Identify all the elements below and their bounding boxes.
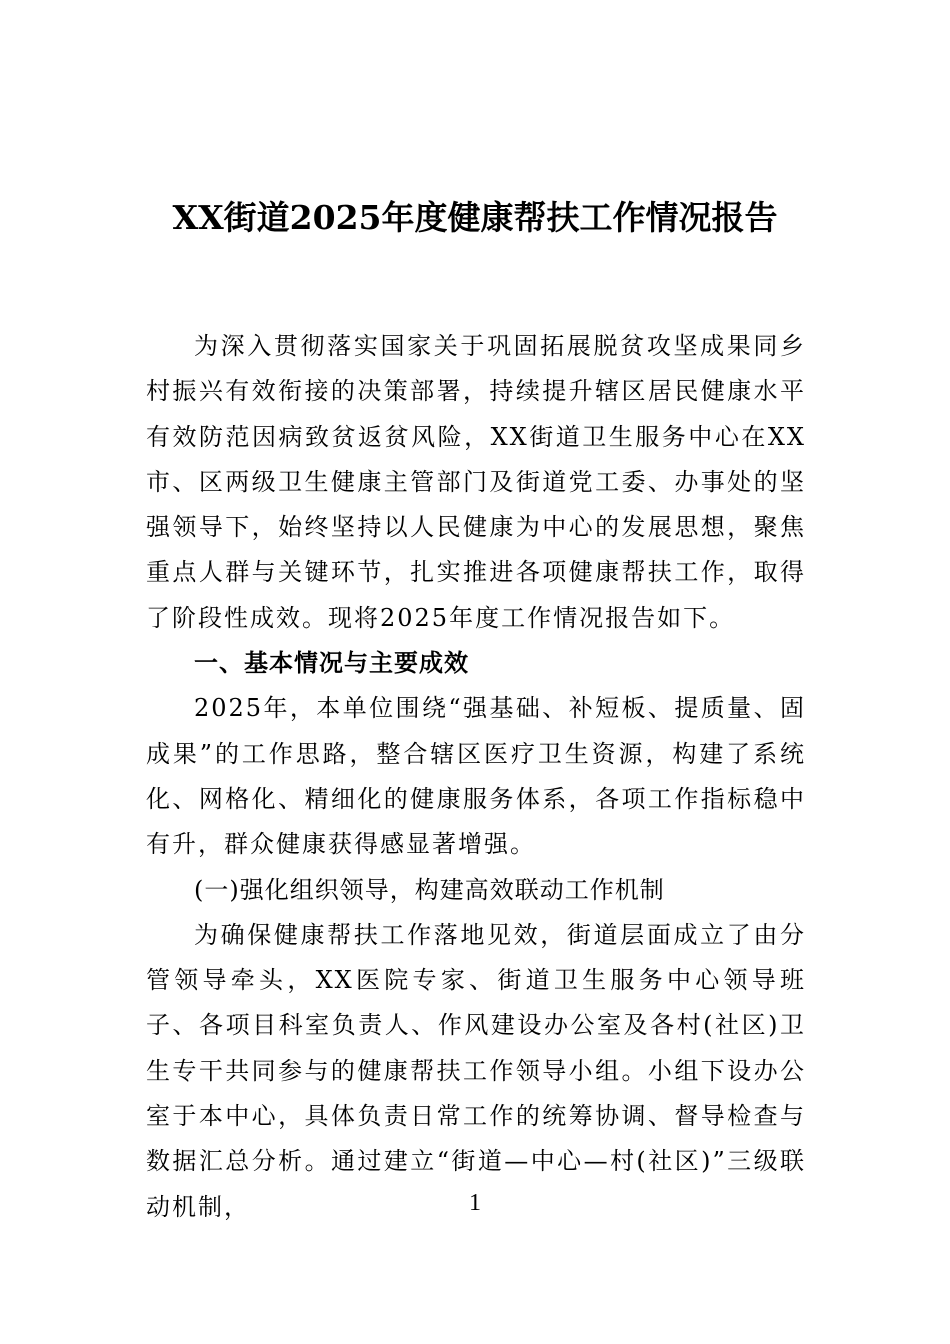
page-number: 1: [469, 1190, 481, 1216]
document-title: XX街道2025年度健康帮扶工作情况报告: [172, 198, 778, 237]
subsection-heading: (一)强化组织领导，构建高效联动工作机制: [194, 875, 665, 904]
subsection-paragraph: 为确保健康帮扶工作落地见效，街道层面成立了由分管领导牵头，XX医院专家、街道卫生服务中心领导班子、各项目科室负责人、作风建设办公室及各村(社区)卫生专干共同参与的健康帮扶工作领导小组。小组下设办公室于本中心，具体负责日常工作的统筹协调、督导检查与数据汇总分析。通过建立“街道—中心—村(社区)”三级联动机制，: [146, 920, 806, 1221]
document-body: [146, 324, 806, 1230]
section-paragraph: 2025年，本单位围绕“强基础、补短板、提质量、固成果”的工作思路，整合辖区医疗卫生资源，构建了系统化、网格化、精细化的健康服务体系，各项工作指标稳中有升，群众健康获得感显著增强。: [146, 694, 806, 859]
section-heading: 一、基本情况与主要成效: [194, 649, 469, 678]
intro-paragraph: 为深入贯彻落实国家关于巩固拓展脱贫攻坚成果同乡村振兴有效衔接的决策部署，持续提升辖区居民健康水平有效防范因病致贫返贫风险，XX街道卫生服务中心在XX市、区两级卫生健康主管部门及街道党工委、办事处的坚强领导下，始终坚持以人民健康为中心的发展思想，聚焦重点人群与关键环节，扎实推进各项健康帮扶工作，取得了阶段性成效。现将2025年度工作情况报告如下。: [146, 332, 806, 632]
